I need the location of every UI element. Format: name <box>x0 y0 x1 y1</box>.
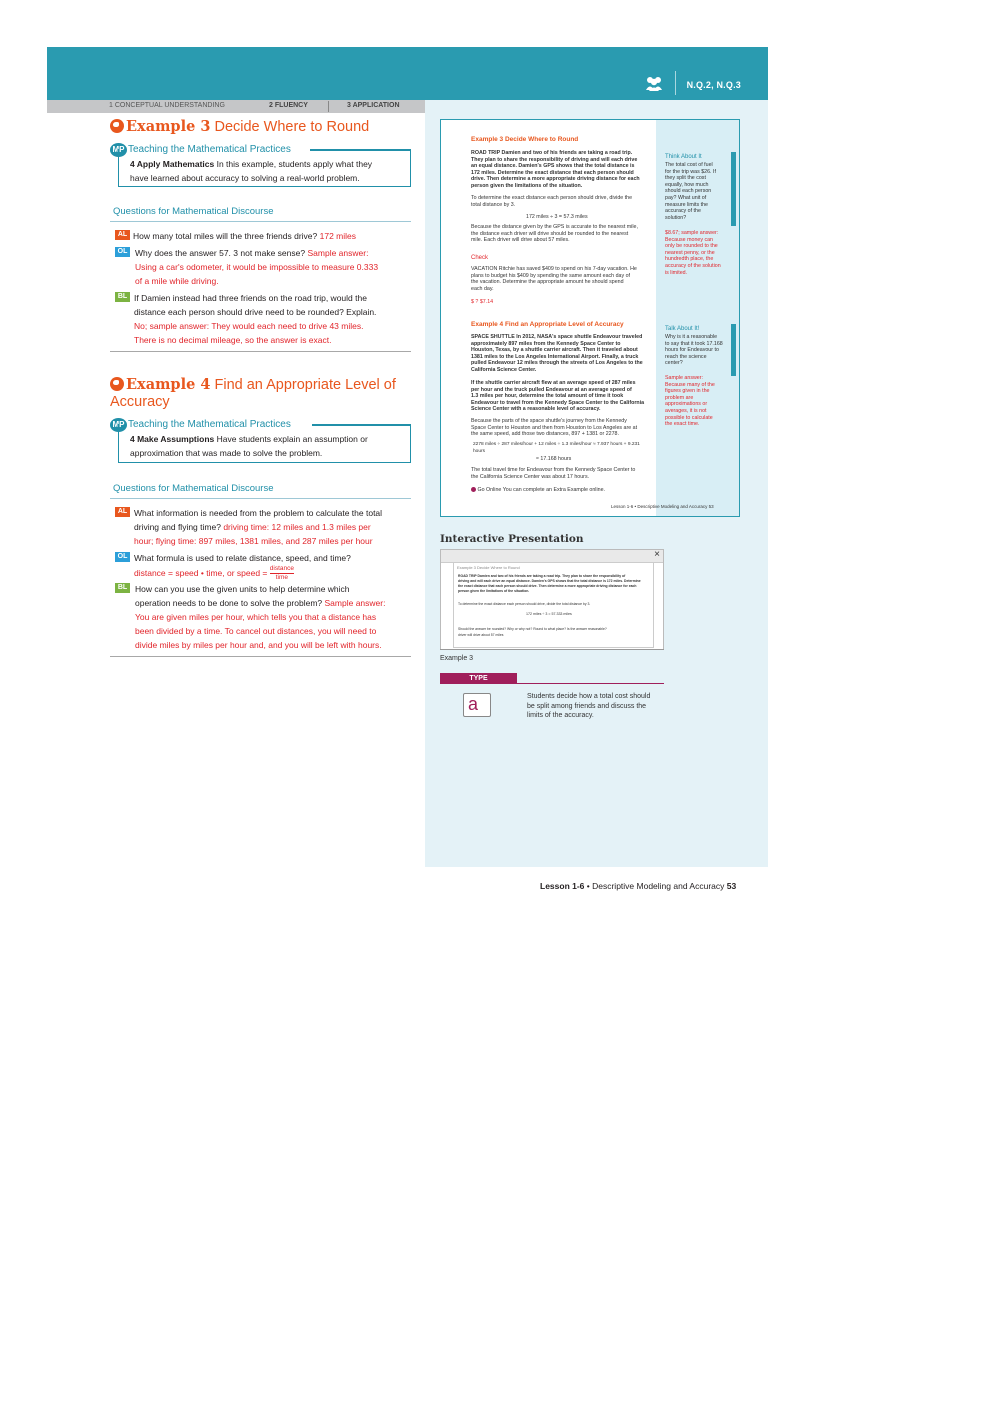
page-footer <box>540 881 736 891</box>
thumb-ex4-body2: If the shuttle carrier aircraft flew at an average speed of 287 miles per hour and the truck pulled Endeavour at an average speed of 1.3 miles per hour, determine the total amount of time it took Endeavour to travel from the Kennedy Space Center to the California Science Center with a reasonable level of accuracy. <box>471 380 645 413</box>
standards-label: N.Q.2, N.Q.3 <box>686 80 741 90</box>
thumb-think-answer: $8.67; sample answer: Because money can only be rounded to the nearest penny, or the hundredth place, the accuracy of the solution is limited. <box>665 230 721 276</box>
thumb-go-online: Go Online You can complete an Extra Example online. <box>471 487 649 494</box>
screen-title: Example 3 Decide Where to Round <box>457 565 520 570</box>
screen-question: Should the answer be rounded? Why or why not? Round to what place? Is the answer reasonable? <box>458 627 607 631</box>
sidebar-accent <box>731 324 736 376</box>
thumb-ex3-body3: Because the distance given by the GPS is accurate to the nearest mile, the distance each driver will drive should be rounded to the nearest mile. Each driver will drive about 57 miles. <box>471 224 638 244</box>
section-divider <box>110 351 411 352</box>
globe-icon <box>110 119 124 133</box>
ol-tag: OL <box>115 552 130 562</box>
question-ol: OL What formula is used to relate distance, speed, and time? distance = speed • time, or speed = distance time <box>115 551 415 579</box>
example3-discourse-heading: Questions for Mathematical Discourse <box>113 206 274 217</box>
go-online-icon <box>471 487 476 492</box>
thumb-ex4-heading: Example 4 Find an Appropriate Level of Accuracy <box>471 321 624 328</box>
interactive-presentation-title: Interactive Presentation <box>440 533 584 545</box>
discourse-rule <box>110 221 411 222</box>
ol-tag: OL <box>115 247 130 257</box>
thumb-ex4-calc2: ≈ 17.168 hours <box>536 456 572 462</box>
header-band <box>47 47 768 100</box>
type-a-icon: a <box>463 693 491 717</box>
screen-calc: 172 miles ÷ 3 = 57.333 miles <box>526 612 572 616</box>
example3-mp-box: 4 Apply Mathematics In this example, students apply what they have learned about accuracy to solving a real-world problem. <box>118 149 411 187</box>
thumb-ex4-body3: Because the parts of the space shuttle's journey from the Kennedy Space Center to Houston and then from Houston to Los Angeles are at the same speed, add those two distances, 897 + 1381 or 2278. <box>471 418 638 438</box>
al-tag: AL <box>115 507 130 517</box>
globe-icon <box>110 377 124 391</box>
interactive-inner-frame <box>453 562 654 648</box>
mp-badge-icon: MP <box>110 143 127 157</box>
thumb-talk-heading: Talk About It! <box>665 326 700 332</box>
thumb-think-body: The total cost of fuel for the trip was $26. If they split the cost equally, how much should each person pay? What unit of measure limits the accuracy of the solution? <box>665 162 716 221</box>
screen-body: ROAD TRIP Damien and two of his friends are taking a road trip. They plan to share the responsibility of driving and will each drive an equal distance. Damien's GPS shows that the total distance is 172 miles. Determine the exact distance that each person should drive. Then determine a more appropriate driving distance for each person given the limitations of the situation. <box>458 574 641 593</box>
example4-mp-box: 4 Make Assumptions Have students explain an assumption or approximation that was made to solve the problem. <box>118 424 411 463</box>
type-rule <box>517 683 664 684</box>
thumb-talk-answer: Sample answer: Because many of the figures given in the problem are approximations or averages, it is not possible to calculate the exact time. <box>665 375 715 428</box>
thumb-ex4-body4: The total travel time for Endeavour from the Kennedy Space Center to the California Science Center was about 17 hours. <box>471 467 636 480</box>
thumb-think-heading: Think About It <box>665 154 702 160</box>
question-al: AL What information is needed from the problem to calculate the total driving and flying time? driving time: 12 miles and 1.3 miles per hour; flying time: 897 miles, 1381 miles, and 287 miles per hour <box>115 506 415 548</box>
example4-discourse-heading: Questions for Mathematical Discourse <box>113 483 274 494</box>
fraction: distance time <box>269 565 294 581</box>
thumb-ex3-heading: Example 3 Decide Where to Round <box>471 136 579 143</box>
thumb-check-answer: $ ? $7.14 <box>471 299 494 305</box>
footer-lesson: Lesson 1-6 <box>540 881 585 891</box>
rigor-divider <box>328 101 329 112</box>
discourse-rule <box>110 498 411 499</box>
example4-mp-heading: MP Teaching the Mathematical Practices <box>110 418 291 432</box>
example3-mp-text: have learned about accuracy to solving a real-world problem. <box>130 173 360 183</box>
thumb-talk-body: Why is it a reasonable to say that it took 17.168 hours for Endeavour to reach the science center? <box>665 334 723 367</box>
footer-title: • Descriptive Modeling and Accuracy <box>584 881 727 891</box>
question-bl: BL How can you use the given units to help determine which operation needs to be done to solve the problem? Sample answer: You are given miles per hour, which tells you that a distance has been divided by a time. To cancel out distances, you will need to divide miles by miles per hour and, and you will be left with hours. <box>115 582 415 652</box>
thumb-ex4-calc1: 2278 miles ÷ 287 miles/hour + 12 miles ÷ 1.3 miles/hour ≈ 7.937 hours + 9.231 hours <box>473 442 640 454</box>
example3-mp-bold: 4 Apply Mathematics <box>130 159 215 169</box>
interactive-caption: Example 3 <box>440 655 474 662</box>
header-divider <box>675 71 676 95</box>
thumb-check-body: VACATION Ritchie has saved $409 to spend on his 7-day vacation. He plans to budget his $409 by spending the same amount each day of the vacation. Determine the appropriate amount he should spend each day. <box>471 266 637 292</box>
example4-label: Example 4 <box>126 376 211 393</box>
type-label: TYPE <box>440 673 517 684</box>
rigor-application: 3 APPLICATION <box>347 102 400 109</box>
rigor-fluency: 2 FLUENCY <box>269 102 308 109</box>
thumb-ex3-body: ROAD TRIP Damien and two of his friends are taking a road trip. They plan to share the responsibility of driving and will each drive an equal distance. Damien's GPS shows that the total distance is 172 miles. Determine the exact distance that each person should drive. Then determine a more appropriate driving distance for each person given the limitations of the situation. <box>471 150 640 189</box>
interactive-underline <box>440 649 664 650</box>
example4-heading: Example 4 Find an Appropriate Level of Accuracy <box>110 376 396 410</box>
bl-tag: BL <box>115 292 130 302</box>
section-divider <box>110 656 411 657</box>
rigor-conceptual: 1 CONCEPTUAL UNDERSTANDING <box>109 102 225 109</box>
question-al: AL How many total miles will the three friends drive? 172 miles <box>115 229 415 243</box>
al-tag: AL <box>115 230 130 240</box>
example3-mp-heading: MP Teaching the Mathematical Practices <box>110 143 291 157</box>
thumb-ex3-calc: 172 miles ÷ 3 = 57.3 miles <box>526 214 588 220</box>
rigor-bar <box>47 100 425 113</box>
question-ol: OL Why does the answer 57. 3 not make sense? Sample answer: Using a car's odometer, it would be impossible to measure 0.333 of a mile while driving. <box>115 246 415 288</box>
close-icon[interactable]: × <box>654 549 660 560</box>
example4-mp-bold: 4 Make Assumptions <box>130 434 215 444</box>
example3-title: Decide Where to Round <box>214 119 370 135</box>
sidebar-accent <box>731 152 736 226</box>
example3-heading <box>110 118 369 136</box>
student-page-thumbnail <box>440 119 740 517</box>
question-bl: BL If Damien instead had three friends on the road trip, would the distance each person should drive need to be rounded? Explain. No; sample answer: They would each need to drive 43 miles. There is no decimal mileage, so the answer is exact. <box>115 291 415 347</box>
page-number: 53 <box>726 881 737 891</box>
mp-badge-icon: MP <box>110 418 127 432</box>
interactive-screen[interactable] <box>440 549 664 650</box>
screen-answer-field: driver will drive about 57 miles <box>458 633 504 637</box>
thumb-ex3-body2: To determine the exact distance each person should drive, divide the total distance by 3. <box>471 195 633 208</box>
group-icon <box>645 75 663 91</box>
thumb-check-heading: Check <box>471 255 489 261</box>
thumb-ex4-body: SPACE SHUTTLE In 2012, NASA's space shuttle Endeavour traveled approximately 897 miles from the Kennedy Space Center to Houston, Texas, by a shuttle carrier aircraft. Then it traveled about 1381 miles to the Los Angeles International Airport. Finally, a truck pulled Endeavour 12 miles through the streets of Los Angeles to the California Science Center. <box>471 334 643 373</box>
screen-body2: To determine the exact distance each person should drive, divide the total distance by 3. <box>458 602 591 606</box>
bl-tag: BL <box>115 583 130 593</box>
answer-text: 172 miles <box>319 231 356 241</box>
thumb-footer: Lesson 1-6 • Descriptive Modeling and Accuracy 53 <box>611 504 714 509</box>
type-description: Students decide how a total cost should be split among friends and discuss the limits of the accuracy. <box>527 693 651 719</box>
example3-label: Example 3 <box>126 118 211 135</box>
